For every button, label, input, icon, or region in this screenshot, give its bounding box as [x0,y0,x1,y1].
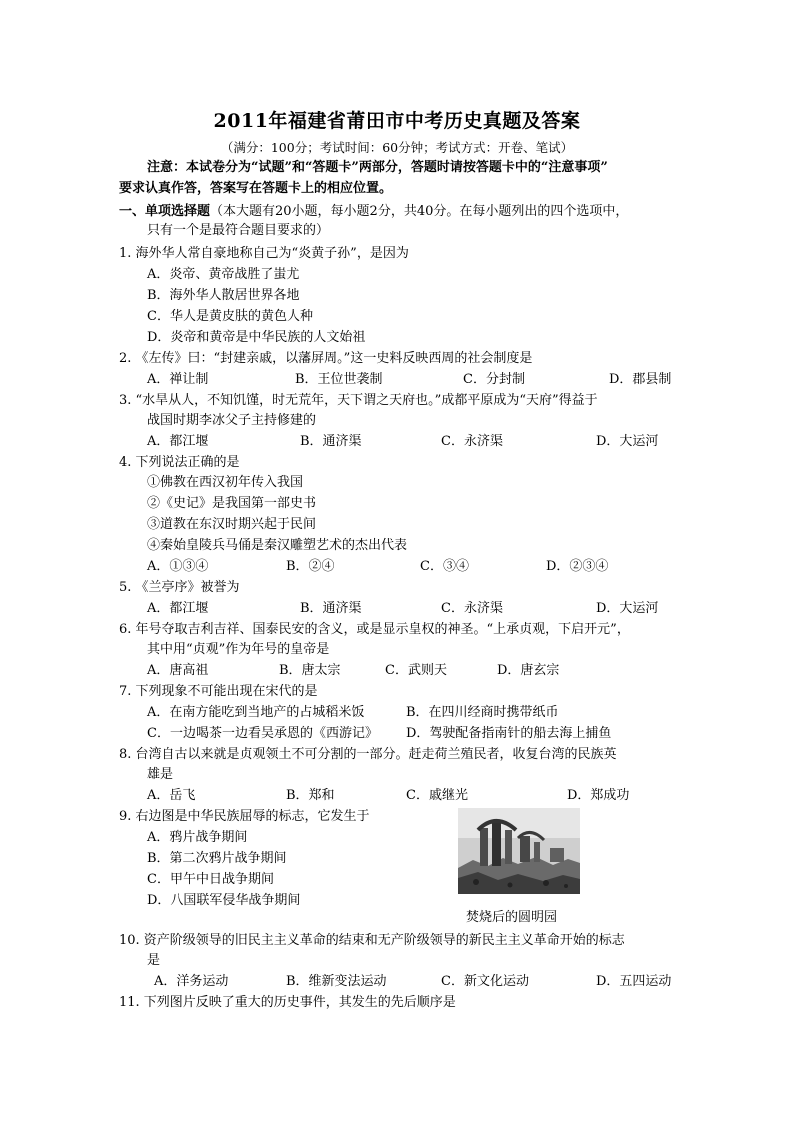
question-1-stem: 1. 海外华人常自豪地称自己为“炎黄子孙”，是因为 [119,246,409,261]
question-1-option-a: A．炎帝、黄帝战胜了蚩尤 [147,267,300,282]
question-6-option-c: C．武则天 [385,663,447,678]
question-10-option-d: D．五四运动 [596,974,672,989]
section-header [119,202,628,222]
question-7-option-a: A．在南方能吃到当地产的占城稻米饭 [147,705,365,720]
question-3-stem-2: 战国时期李冰父子主持修建的 [147,413,317,428]
question-1-option-b: B．海外华人散居世界各地 [147,288,300,303]
question-4-statement-2: ②《史记》是我国第一部史书 [147,496,317,511]
question-7-option-d: D．驾驶配备指南针的船去海上捕鱼 [406,726,612,741]
question-6-option-b: B．唐太宗 [279,663,341,678]
section-heading: 一、单项选择题 [119,204,211,219]
question-9-stem: 9. 右边图是中华民族屈辱的标志，它发生于 [119,809,370,824]
question-6-stem: 6. 年号夺取吉利吉祥、国泰民安的含义，或是显示皇权的神圣。“上承贞观，下启开元”， [119,622,630,637]
question-9-option-d: D．八国联军侵华战争期间 [147,893,301,908]
notice-line-1: 注意：本试卷分为“试题”和“答题卡”两部分，答题时请按答题卡中的“注意事项” [147,160,608,175]
question-4-option-a: A．①③④ [147,559,209,574]
question-3-stem: 3. “水旱从人，不知饥馑，时无荒年，天下谓之天府也。”成都平原成为“天府”得益于 [119,393,598,408]
question-10-stem-2: 是 [147,953,161,968]
question-7-option-c: C．一边喝茶一边看吴承恩的《西游记》 [147,726,378,741]
question-4-stem: 4. 下列说法正确的是 [119,455,240,470]
question-5-option-b: B．通济渠 [300,601,362,616]
question-3-option-c: C．永济渠 [441,434,503,449]
exam-info: （满分：100分；考试时间：60分钟；考试方式：开卷、笔试） [220,140,574,155]
question-2-option-b: B．王位世袭制 [295,372,383,387]
question-4-statement-1: ①佛教在西汉初年传入我国 [147,475,304,490]
question-5-option-a: A．都江堰 [147,601,209,616]
question-4-statement-3: ③道教在东汉时期兴起于民间 [147,517,317,532]
question-10-stem: 10. 资产阶级领导的旧民主主义革命的结束和无产阶级领导的新民主主义革命开始的标志 [119,933,625,948]
yuanmingyuan-ruins-photo [458,808,580,894]
question-2-option-d: D．郡县制 [609,372,672,387]
question-5-stem: 5. 《兰亭序》被誉为 [119,580,240,595]
question-2-option-a: A．禅让制 [147,372,209,387]
question-1-option-d: D．炎帝和黄帝是中华民族的人文始祖 [147,330,366,345]
question-10-option-b: B．维新变法运动 [286,974,387,989]
page-title: 2011年福建省莆田市中考历史真题及答案 [213,110,581,132]
section-description-2: 只有一个是最符合题目要求的） [147,223,330,238]
question-9-option-a: A．鸦片战争期间 [147,830,248,845]
question-9-option-c: C．甲午中日战争期间 [147,872,274,887]
question-4-option-c: C．③④ [420,559,469,574]
question-5-option-c: C．永济渠 [441,601,503,616]
question-7-option-b: B．在四川经商时携带纸币 [406,705,559,720]
question-6-stem-2: 其中用“贞观”作为年号的皇帝是 [147,642,330,657]
question-2-option-c: C．分封制 [463,372,525,387]
question-3-option-b: B．通济渠 [300,434,362,449]
question-8-option-a: A．岳飞 [147,788,196,803]
question-8-option-b: B．郑和 [286,788,335,803]
question-4-option-b: B．②④ [286,559,335,574]
question-6-option-a: A．唐高祖 [147,663,209,678]
question-11-stem: 11. 下列图片反映了重大的历史事件，其发生的先后顺序是 [119,995,456,1010]
question-3-option-d: D．大运河 [596,434,659,449]
notice-line-2: 要求认真作答，答案写在答题卡上的相应位置。 [119,181,393,196]
question-8-option-c: C．戚继光 [406,788,468,803]
question-5-option-d: D．大运河 [596,601,659,616]
question-6-option-d: D．唐玄宗 [497,663,560,678]
question-7-stem: 7. 下列现象不可能出现在宋代的是 [119,684,318,699]
question-4-option-d: D．②③④ [546,559,609,574]
question-10-option-a: A．洋务运动 [154,974,229,989]
question-3-option-a: A．都江堰 [147,434,209,449]
question-2-stem: 2. 《左传》曰：“封建亲戚，以藩屏周。”这一史料反映西周的社会制度是 [119,351,533,366]
question-1-option-c: C．华人是黄皮肤的黄色人种 [147,309,313,324]
question-9-option-b: B．第二次鸦片战争期间 [147,851,287,866]
section-description: （本大题有20小题，每小题2分，共40分。在每小题列出的四个选项中， [210,204,629,219]
question-4-statement-4: ④秦始皇陵兵马俑是秦汉雕塑艺术的杰出代表 [147,538,408,553]
question-10-option-c: C．新文化运动 [441,974,529,989]
question-8-option-d: D．郑成功 [567,788,630,803]
photo-caption: 焚烧后的圆明园 [466,910,558,925]
question-8-stem: 8. 台湾自古以来就是贞观领土不可分割的一部分。赶走荷兰殖民者，收复台湾的民族英 [119,747,617,762]
question-8-stem-2: 雄是 [147,767,174,782]
